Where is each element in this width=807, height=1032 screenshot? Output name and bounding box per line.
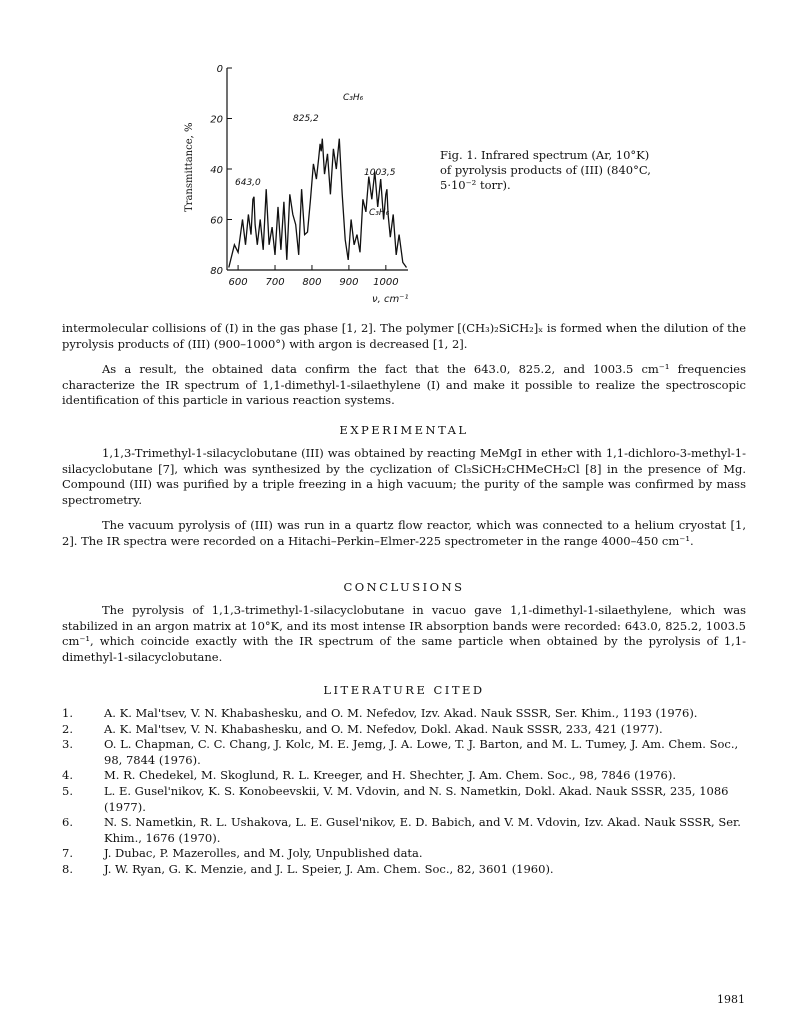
x-tick-label: 600 xyxy=(228,277,248,288)
paragraph-synthesis: 1,1,3-Trimethyl-1-silacyclobutane (III) was obtained by reacting MeMgI in ether with 1,1-dichloro-3-methyl-1-silacyclobutane [7], which was synthesized by the cyclization of Cl₃SiCH₂CHMeCH₂Cl [8] in the presence of Mg. Compound (III) was purified by a triple freezing in a high vacuum; the purity of the sample was confirmed by mass spectrometry. xyxy=(62,446,746,507)
reference-text: J. W. Ryan, G. K. Menzie, and J. L. Speier, J. Am. Chem. Soc., 82, 3601 (1960). xyxy=(104,861,554,876)
reference-number: 1. xyxy=(62,706,73,720)
x-tick-label: 1000 xyxy=(373,277,399,288)
reference-text: L. E. Gusel'nikov, K. S. Konobeevskii, V. M. Vdovin, and N. S. Nametkin, Dokl. Akad. Nauk SSSR, 235, 1086 (1977). xyxy=(104,783,729,814)
reference-text: A. K. Mal'tsev, V. N. Khabashesku, and O. M. Nefedov, Izv. Akad. Nauk SSSR, Ser. Khim., 1193 (1976). xyxy=(104,706,698,720)
x-tick-label: 700 xyxy=(265,277,285,288)
reference-item xyxy=(62,737,746,768)
y-tick-label: 80 xyxy=(210,266,223,277)
peak-label-1003: 1003,5 xyxy=(364,168,396,178)
reference-item xyxy=(62,722,746,738)
reference-text: N. S. Nametkin, R. L. Ushakova, L. E. Gusel'nikov, E. D. Babich, and V. M. Vdovin, Izv. Akad. Nauk SSSR, Ser. Khim., 1676 (1970). xyxy=(104,815,741,845)
reference-number: 3. xyxy=(62,737,73,752)
reference-item xyxy=(62,815,746,846)
reference-text: J. Dubac, P. Mazerolles, and M. Joly, Unpublished data. xyxy=(104,846,423,861)
reference-item xyxy=(62,706,746,722)
reference-item xyxy=(62,862,746,878)
ir-spectrum-figure xyxy=(180,50,420,305)
peak-label-c3h6-top: C₃H₆ xyxy=(343,93,364,103)
paragraph-intro: intermolecular collisions of (I) in the gas phase [1, 2]. The polymer [(CH₃)₂SiCH₂]ₓ is formed when the dilution of the pyrolysis products of (III) (900–1000°) with argon is decreased [1, 2]. xyxy=(62,321,746,351)
figure-caption: Fig. 1. Infrared spectrum (Ar, 10°K) of pyrolysis products of (III) (840°C, 5·10⁻² torr). xyxy=(440,148,651,192)
paragraph-result: As a result, the obtained data confirm the fact that the 643.0, 825.2, and 1003.5 cm⁻¹ frequencies characterize the IR spectrum of 1,1-dimethyl-1-silaethylene (I) and make it possible to realize the spectroscopic identification of this particle in various reaction systems. xyxy=(62,362,746,408)
reference-item xyxy=(62,846,746,862)
peak-label-825: 825,2 xyxy=(293,114,319,124)
spectrum-line xyxy=(229,139,407,268)
reference-number: 2. xyxy=(62,721,73,736)
reference-text: M. R. Chedekel, M. Skoglund, R. L. Kreeger, and H. Shechter, J. Am. Chem. Soc., 98, 7846 (1976). xyxy=(104,768,676,783)
reference-number: 5. xyxy=(62,783,73,798)
paragraph-conclusions: The pyrolysis of 1,1,3-trimethyl-1-silacyclobutane in vacuo gave 1,1-dimethyl-1-silaethylene, which was stabilized in an argon matrix at 10°K, and its most intense IR absorption bands were recorded: 643.0, 825.2, 1003.5 cm⁻¹, which coincide exactly with the IR spectrum of the same particle when obtained by the pyrolysis of 1,1-dimethyl-1-silacyclobutane. xyxy=(62,603,746,664)
reference-text: A. K. Mal'tsev, V. N. Khabashesku, and O. M. Nefedov, Dokl. Akad. Nauk SSSR, 233, 421 (1977). xyxy=(104,721,663,736)
peak-label-643: 643,0 xyxy=(235,178,261,188)
y-tick-label: 20 xyxy=(210,114,223,126)
reference-list xyxy=(62,706,746,878)
reference-item xyxy=(62,784,746,815)
page-number: 1981 xyxy=(717,993,745,1006)
heading-literature-cited: LITERATURE CITED xyxy=(323,683,485,697)
peak-label-c3h6-low: C₃H₆ xyxy=(369,208,390,218)
heading-experimental: EXPERIMENTAL xyxy=(339,423,469,437)
x-tick-label: 800 xyxy=(302,277,322,288)
y-tick-label: 40 xyxy=(210,165,223,176)
reference-text: O. L. Chapman, C. C. Chang, J. Kolc, M. E. Jemg, J. A. Lowe, T. J. Barton, and M. L. Tumey, J. Am. Chem. Soc., 98, 7844 (1976). xyxy=(104,737,739,767)
x-tick-group xyxy=(229,265,399,288)
y-tick-label: 0 xyxy=(216,64,223,75)
y-axis-label: Transmittance, % xyxy=(184,122,195,212)
y-tick-group xyxy=(210,64,232,277)
heading-conclusions: CONCLUSIONS xyxy=(343,580,465,594)
reference-number: 8. xyxy=(62,861,73,876)
reference-item xyxy=(62,768,746,784)
y-tick-label: 60 xyxy=(210,215,223,227)
x-tick-label: 900 xyxy=(339,277,359,288)
paragraph-pyrolysis: The vacuum pyrolysis of (III) was run in a quartz flow reactor, which was connected to a helium cryostat [1, 2]. The IR spectra were recorded on a Hitachi–Perkin–Elmer-225 spectrometer in the range 4000–450 cm⁻¹. xyxy=(62,518,746,548)
reference-number: 7. xyxy=(62,846,73,861)
x-axis-unit: ν, cm⁻¹ xyxy=(372,294,409,305)
reference-number: 6. xyxy=(62,815,73,830)
reference-number: 4. xyxy=(62,768,73,783)
